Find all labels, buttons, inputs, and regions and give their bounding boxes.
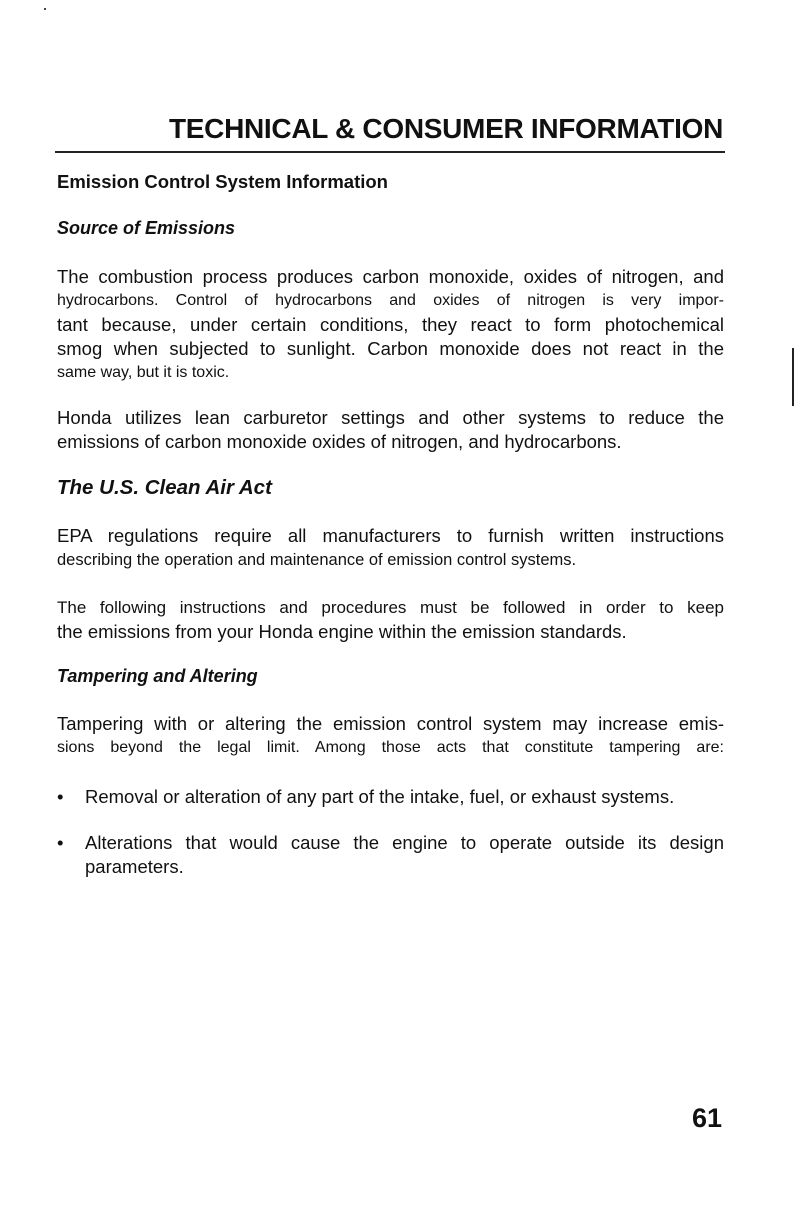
bullet-item [57, 785, 724, 809]
text-line: sions beyond the legal limit. Among those acts that constitute tampering are: [57, 739, 724, 756]
margin-bar [792, 348, 794, 406]
paragraph-honda-utilizes [57, 406, 724, 454]
page-header-title: TECHNICAL & CONSUMER INFORMATION [168, 113, 723, 144]
text-line: same way, but it is toxic. [57, 364, 230, 381]
paragraph-following-instructions [57, 596, 724, 644]
text-line: EPA regulations require all manufacturers to furnish written instructions [57, 525, 724, 546]
text-line: Tampering with or altering the emission control system may increase emis- [57, 713, 724, 734]
text-line: Removal or alteration of any part of the intake, fuel, or exhaust systems. [85, 786, 675, 807]
text-line: smog when subjected to sunlight. Carbon monoxide does not react in the [57, 338, 724, 359]
text-line: parameters. [85, 856, 184, 877]
section-title: Emission Control System Information [57, 171, 388, 192]
subheading-tampering: Tampering and Altering [57, 666, 258, 686]
paragraph-combustion [57, 265, 724, 385]
bullet-icon: • [57, 832, 64, 853]
text-line: Alterations that would cause the engine to operate outside its design [85, 832, 724, 853]
text-line: The combustion process produces carbon monoxide, oxides of nitrogen, and [57, 266, 724, 287]
page-number: 61 [691, 1103, 722, 1133]
header-divider [55, 151, 725, 153]
subheading-clean-air-act: The U.S. Clean Air Act [57, 476, 272, 499]
bullet-icon: • [57, 786, 64, 807]
subheading-source-of-emissions: Source of Emissions [57, 218, 236, 238]
text-line: emissions of carbon monoxide oxides of nitrogen, and hydrocarbons. [57, 431, 622, 452]
scan-speck [44, 8, 46, 10]
paragraph-tampering [57, 712, 724, 760]
bullet-item [57, 831, 724, 879]
paragraph-epa [57, 524, 724, 572]
text-line: Honda utilizes lean carburetor settings and other systems to reduce the [57, 407, 724, 428]
text-line: The following instructions and procedures must be followed in order to keep [57, 598, 724, 617]
text-line: tant because, under certain conditions, they react to form photochemical [57, 314, 724, 335]
text-line: the emissions from your Honda engine within the emission standards. [57, 621, 627, 642]
text-line: hydrocarbons. Control of hydrocarbons and oxides of nitrogen is very impor- [57, 292, 724, 309]
text-line: describing the operation and maintenance of emission control systems. [57, 551, 577, 569]
